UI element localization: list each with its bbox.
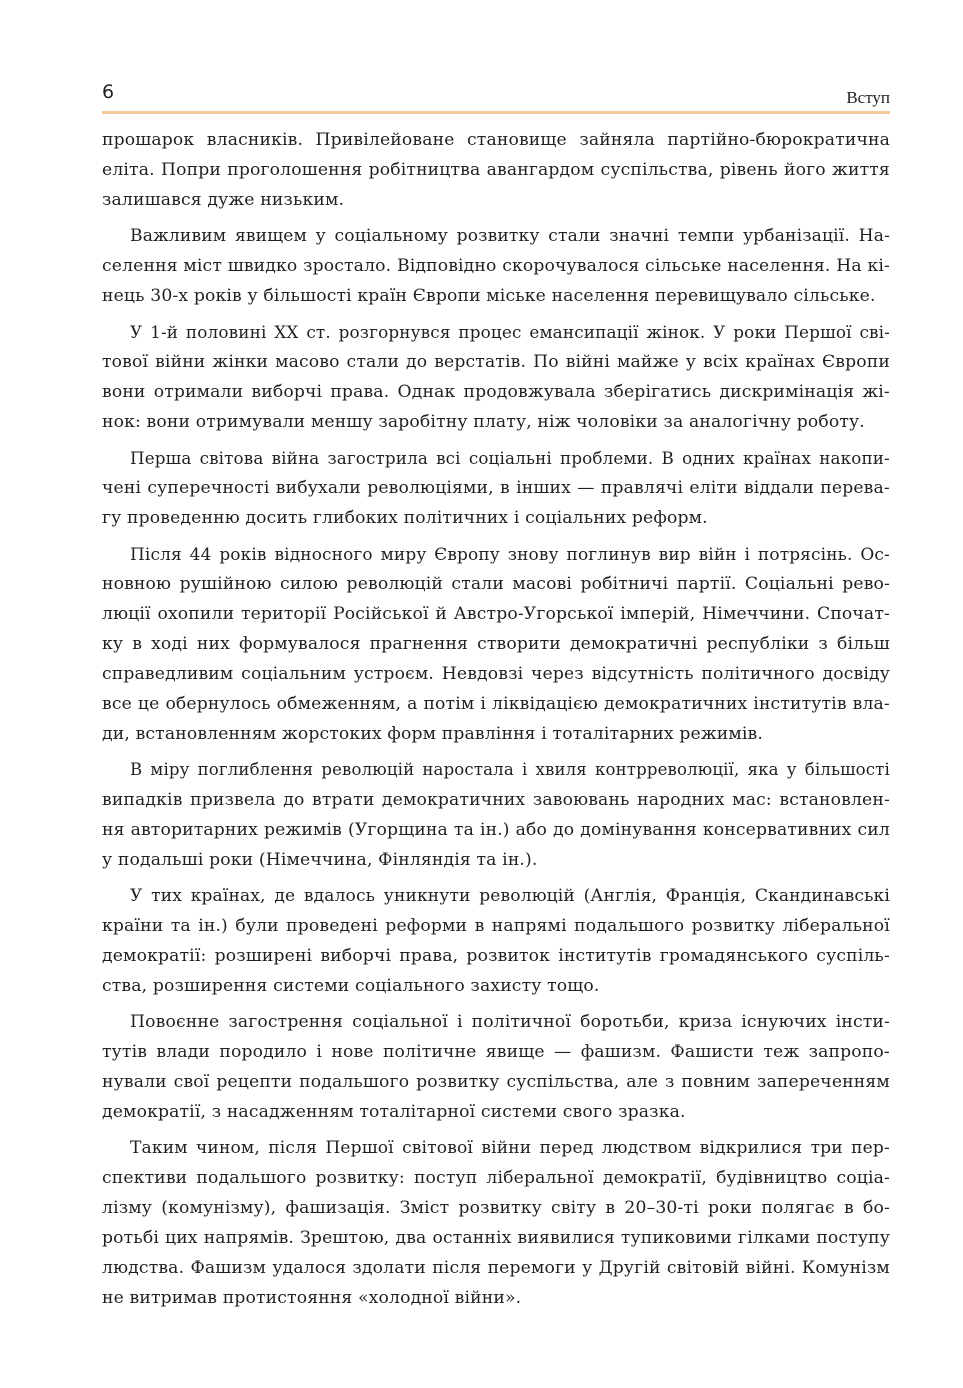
text-line: Повоєнне загострення соціальної і політичної боротьби, криза існуючих інсти- [130,1012,890,1032]
text-line: Після 44 років відносного миру Європу знову поглинув вир війн і потрясінь. Ос- [130,544,890,564]
running-section-title: Вступ [846,88,890,107]
paragraph [102,221,890,311]
text-line: демократії, з насадженням тоталітарної системи свого зразка. [102,1102,686,1122]
text-line: У тих країнах, де вдалось уникнути революцій (Англія, Франція, Скандинавські [130,886,890,906]
text-line: чені суперечності вибухали революціями, в інших — правлячі еліти віддали перева- [102,478,890,498]
text-line: ку в ході них формувалося прагнення створити демократичні республіки з більш [102,634,890,654]
header-divider [102,111,890,114]
text-line: випадків призвела до втрати демократичних завоювань народних мас: встановлен- [102,790,890,810]
text-line: прошарок власників. Привілейоване становище зайняла партійно-бюрократична [102,130,890,150]
text-line: країни та ін.) були проведені реформи в напрямі подальшого розвитку ліберальної [102,916,890,936]
text-line: ротьбі цих напрямів. Зрештою, два останніх виявилися тупиковими гілками поступу [102,1228,890,1248]
paragraph [102,1133,890,1313]
text-line: людства. Фашизм удалося здолати після перемоги у Другій світовій війні. Комунізм [102,1258,890,1278]
paragraph [102,443,890,533]
text-line: лізму (комунізму), фашизація. Зміст розвитку світу в 20–30-ті роки полягає в бо- [102,1198,890,1218]
text-line: Важливим явищем у соціальному розвитку стали значні темпи урбанізації. На- [130,226,890,246]
text-line: демократії: розширені виборчі права, розвиток інститутів громадянського суспіль- [102,946,890,966]
text-line: ства, розширення системи соціального захисту тощо. [102,976,600,996]
text-line: Таким чином, після Першої світової війни перед людством відкрилися три пер- [130,1138,890,1158]
text-line: тутів влади породило і нове політичне явище — фашизм. Фашисти теж запропо- [102,1042,890,1062]
text-line: залишався дуже низьким. [102,190,345,210]
text-line: нок: вони отримували меншу заробітну плату, ніж чоловіки за аналогічну роботу. [102,412,865,432]
paragraph [102,1007,890,1127]
page-header [102,78,890,112]
text-line: не витримав протистояння «холодної війни». [102,1288,522,1308]
text-line: ня авторитарних режимів (Угорщина та ін.) або до домінування консервативних сил [102,820,890,840]
paragraph [102,125,890,215]
body-text [102,125,890,1319]
text-line: гу проведенню досить глибоких політичних і соціальних реформ. [102,508,708,528]
paragraph [102,881,890,1001]
text-line: Перша світова війна загострила всі соціальні проблеми. В одних країнах накопи- [130,448,890,468]
text-line: селення міст швидко зростало. Відповідно скорочувалося сільське населення. На кі- [102,256,890,276]
text-line: спективи подальшого розвитку: поступ ліберальної демократії, будівництво соціа- [102,1168,890,1188]
paragraph [102,539,890,749]
paragraph [102,755,890,875]
text-line: нець 30-х років у більшості країн Європи міське населення перевищувало сільське. [102,286,876,306]
text-line: еліта. Попри проголошення робітництва авангардом суспільства, рівень його життя [102,160,890,180]
text-line: справедливим соціальним устроєм. Невдовзі через відсутність політичного досвіду [102,664,890,684]
text-line: люції охопили території Російської й Австро-Угорської імперій, Німеччини. Спочат- [102,604,890,624]
paragraph [102,317,890,437]
text-line: В міру поглиблення революцій наростала і хвиля контрреволюції, яка у більшості [130,760,890,779]
page-number: 6 [102,81,115,103]
text-line: новною рушійною силою революцій стали масові робітничі партії. Соціальні рево- [102,574,890,594]
text-line: ди, встановленням жорстоких форм правління і тоталітарних режимів. [102,724,763,744]
text-line: нували свої рецепти подальшого розвитку суспільства, але з повним запереченням [102,1072,890,1092]
text-line: вони отримали виборчі права. Однак продовжувала зберігатись дискримінація жі- [102,382,890,402]
text-line: у подальші роки (Німеччина, Фінляндія та ін.). [102,850,538,870]
text-line: все це обернулось обмеженням, а потім і ліквідацією демократичних інститутів вла- [102,694,890,714]
text-line: тової війни жінки масово стали до верстатів. По війні майже у всіх країнах Європи [102,352,890,372]
text-line: У 1-й половині XX ст. розгорнувся процес емансипації жінок. У роки Першої сві- [130,322,890,342]
